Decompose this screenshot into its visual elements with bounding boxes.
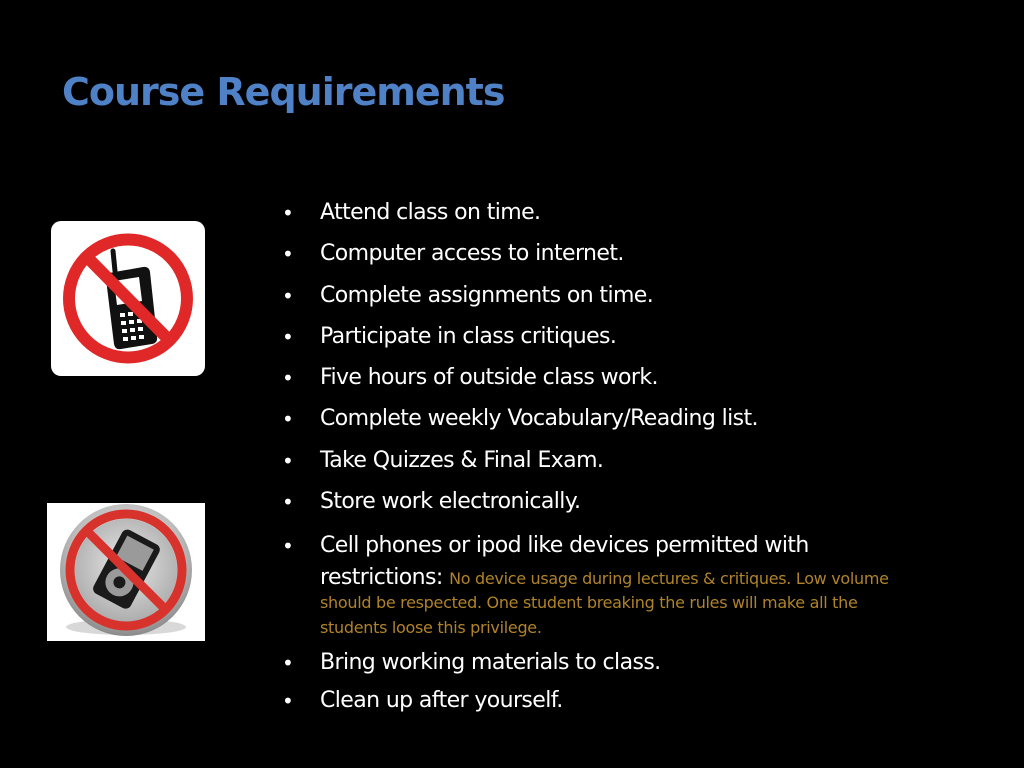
restriction-note: No device usage during lectures & critiques. Low volume <box>449 569 889 589</box>
list-item-text: Take Quizzes & Final Exam. <box>320 447 604 473</box>
list-item-devices <box>282 530 1012 640</box>
list-item <box>282 241 1012 267</box>
list-item <box>282 650 1012 676</box>
list-item-text: Clean up after yourself. <box>320 688 563 714</box>
list-item-text: Attend class on time. <box>320 200 541 225</box>
bullet-glyph: • <box>282 490 294 515</box>
list-item <box>282 324 1012 350</box>
bullet-glyph: • <box>282 448 294 473</box>
list-item-text: Computer access to internet. <box>320 241 624 267</box>
restriction-note: should be respected. One student breaking the rules will make all the <box>320 593 858 613</box>
list-item <box>282 365 1012 391</box>
restriction-note: students loose this privilege. <box>320 618 542 638</box>
bullet-glyph: • <box>282 651 294 676</box>
list-item <box>282 406 1012 432</box>
list-item <box>282 448 1012 474</box>
bullet-glyph: • <box>282 366 294 391</box>
no-cell-phone-icon <box>51 221 205 376</box>
list-item <box>282 688 1012 714</box>
requirements-list <box>282 200 1012 726</box>
bullet-glyph: • <box>282 689 294 714</box>
list-item-text: Participate in class critiques. <box>320 323 617 349</box>
list-item <box>282 283 1012 309</box>
bullet-glyph: • <box>282 283 294 308</box>
bullet-glyph: • <box>282 201 294 225</box>
list-item-text: restrictions: <box>320 565 443 591</box>
no-ipod-icon <box>47 503 205 641</box>
bullet-glyph: • <box>282 407 294 432</box>
list-item-text: Bring working materials to class. <box>320 650 661 676</box>
list-item-text: Complete weekly Vocabulary/Reading list. <box>320 406 758 432</box>
bullet-glyph: • <box>282 242 294 267</box>
list-item <box>282 489 1012 515</box>
bullet-glyph: • <box>282 324 294 349</box>
list-item <box>282 200 1012 226</box>
bullet-glyph: • <box>282 534 294 559</box>
list-item-text: Complete assignments on time. <box>320 282 654 308</box>
list-item-text: Store work electronically. <box>320 489 581 515</box>
list-item-text: Cell phones or ipod like devices permitted with <box>320 533 809 559</box>
slide-title: Course Requirements <box>62 70 505 114</box>
list-item-text: Five hours of outside class work. <box>320 365 658 391</box>
